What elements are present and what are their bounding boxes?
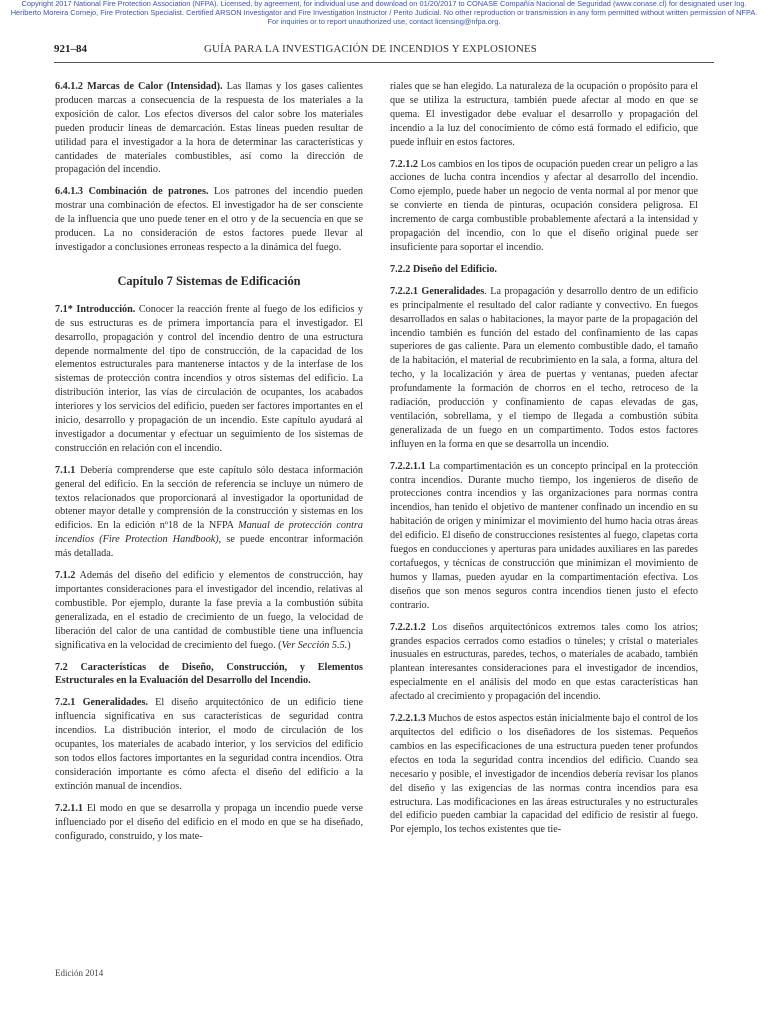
running-title: GUÍA PARA LA INVESTIGACIÓN DE INCENDIOS Y EXPLOSIONES: [204, 43, 538, 55]
paragraph: [390, 460, 698, 613]
paragraph-text: Además del diseño del edificio y elementos de construcción, hay importantes consideraciones para el investigador del incendio, relativas al combustible. Por ejemplo, durante la fase previa a la combustión súbita generalizada, en el estadio de crecimiento de un fuego, la velocidad de liberación del calor de una cantidad de combustible tiene una influencia significativa en la velocidad de crecimiento del fuego. (: [55, 570, 363, 651]
paragraph-text: Los patrones del incendio pueden mostrar una combinación de efectos. El investigador ha de ser consciente de la influencia que uno puede tener en el otro y de la secuencia en que se producen. La no consideración de estos factores puede llevar al investigador a conclusiones erroneas respecto a la dinámica del fuego.: [55, 186, 363, 253]
paragraph-text: ): [347, 639, 351, 651]
paragraph-text: Conocer la reacción frente al fuego de los edificios y de sus estructuras es de primera importancia para el investigador. El desarrollo, propagación y control del incendio dentro de una estructura depende normalmente del tipo de construcción, de la capacidad de los elementos estructurales para mantenerse intactos y de la interfase de los sistemas de protección contra incendios y otros sistemas del edificio. La distribución interior, las vías de circulación de ocupantes, los acabados interiores y los servicios del edificio, pueden ser factores importantes en el inicio, desarrollo y propagación de un incendio. Este capítulo ayudará al investigador a documentar y efectuar un seguimiento de los sistemas de construcción en relación con el incendio.: [55, 303, 363, 454]
paragraph-text: . La propagación y desarrollo dentro de un edificio es principalmente el resultado del calor radiante y convectivo. En fuegos desarrollados en salas o habitaciones, la mayor parte de la propagación del incendio también es función del estado del confinamiento de las capas superiores de gas caliente. Para un elemento combustible dado, el tamaño de la habitación, el material de recubrimiento en la sala, a forma, altura del techo, y la localización y área de puertas y ventanas, pueden afectar profundamente la formación de chorros en el techo, retroceso de la radiación, producción y confinamiento de capas elevadas de gas, ventilación, sobrellama, y el tiempo de llegada a combustión súbita generalizada de un fuego en un compartimento. Todos estos factores influyen en la forma en que se desarrolla un incendio.: [390, 285, 698, 450]
page-number: 921–84: [54, 43, 87, 55]
paragraph: [55, 464, 363, 561]
paragraph-text: Los diseños arquitectónicos extremos tales como los atrios; grandes espacios cerrados como estadios o túneles; y cristal o materiales inusuales en estructuras, paredes, techos, o materiales de acabado, también plantean interesantes consideraciones para el investigador de incendios, especialmente en el análisis del modo en que estas características han afectado al crecimiento y propagación del incendio.: [390, 621, 698, 703]
left-column: [55, 80, 363, 851]
section-heading: 7.2.2 Diseño del Edificio.: [390, 263, 497, 275]
section-heading: 7.2.2.1.3: [390, 713, 426, 725]
paragraph: [55, 80, 363, 177]
paragraph-text: riales que se han elegido. La naturaleza de la ocupación o propósito para el que se utiliza la estructura, también puede afectar al modo en que se quema. El investigador debe evaluar el desarrollo y propagación del incendio a la luz del conocimiento de cómo está formado el edificio, que puede influir en estos factores.: [390, 81, 698, 148]
paragraph: [390, 621, 698, 704]
section-heading: 7.1* Introducción.: [55, 303, 136, 315]
paragraph: [55, 303, 363, 456]
paragraph: [55, 802, 363, 844]
paragraph: [55, 696, 363, 793]
section-heading: 7.2.2.1.2: [390, 621, 426, 633]
copyright-notice: [0, 0, 768, 26]
paragraph-text: La compartimentación es un concepto principal en la protección contra incendios. Durante mucho tiempo, los ingenieros de diseño de protecciones contra incendios y las organizaciones para normas contra incendios, han tenido el objetivo de mantener confinado un incendio en su habitación de origen y minimizar el movimiento del humo hacia otras áreas del edificio. El diseño de construcciones resistentes al fuego, clapetas corta fuegos en conducciones y aperturas para unidades auxiliares en las paredes cortafuegos, y técnicas de construcción que minimizan el movimiento de humos y llamas, pueden ayudar en la compartimentación efectiva. Los diseños que son menos seguros contra incendios tienen justo el efecto contrario.: [390, 460, 698, 611]
section-heading: 7.2.1.1: [55, 802, 84, 814]
paragraph-text: El modo en que se desarrolla y propaga un incendio puede verse influenciado por el diseño del edificio en el modo en que se ha diseñado, configurado, construido, y los mate-: [55, 802, 363, 842]
chapter-title: Capítulo 7 Sistemas de Edificación: [117, 273, 301, 288]
page-header: [54, 42, 714, 63]
paragraph-text: Las llamas y los gases calientes producen marcas a consecuencia de la respuesta de los materiales a la exposición de calor. Los efectos diversos del calor sobre los materiales pueden producir líneas de demarcación. Estas líneas pueden resultar de utilidad para el investigador a la hora de determinar las características y cantidades de materiales combustibles, así como la dirección de propagación del incendio.: [55, 81, 363, 176]
section-heading: 7.1.1: [55, 464, 76, 476]
paragraph-text: El diseño arquitectónico de un edificio tiene influencia significativa en sus características de seguridad contra incendios. La distribución interior, el modo de circulación de los ocupantes, los materiales de acabado interior, y los servicios del edificio son todos ellos factores importantes en la seguridad contra incendios. Otra consideración importante es cómo afecta el diseño del edificio a la extinción manual de incendios.: [55, 697, 363, 792]
cross-reference: Ver Sección 5.5.: [281, 639, 348, 651]
section-heading: 7.2 Características de Diseño, Construcción, y Elementos Estructurales en la Evaluación del Desarrollo del Incendio.: [55, 661, 363, 687]
section-heading: 7.1.2: [55, 570, 76, 582]
section-heading: 7.2.2.1.1: [390, 460, 426, 472]
paragraph: [390, 80, 698, 150]
section-heading: 7.2.1 Generalidades.: [55, 697, 148, 709]
section-heading: 6.4.1.2 Marcas de Calor (Intensidad).: [55, 81, 223, 92]
paragraph-text: Debería comprenderse que este capítulo sólo destaca información general del edificio. En la sección de referencia se incluye un número de textos relacionados que proporcionará al investigador la oportunidad de obtener mayor detalle y comprensión de la construcción y sistemas en los edificios. En la edición nº18 de la NFPA: [55, 464, 363, 532]
copyright-line: Heriberto Moreira Cornejo, Fire Protection Specialist. Certified ARSON Investigator and Fire Investigation Instructor / Perito Judicial. No other reproduction or transmission in any form permitted without written permission of NFPA.: [10, 7, 758, 17]
paragraph-text: Muchos de estos aspectos están inicialmente bajo el control de los arquitectos del edificio o los diseñadores de los sistemas. Pequeños cambios en las especificaciones de una estructura pueden tener profundos efectos en toda la seguridad contra incendios del edificio. Cuando sea necesario y posible, el investigador de incendios debería revisar los planos del diseño y las exigencias de las normas contra incendios para esa estructura. Las modificaciones en las áreas estructurales y no estructurales del edificio pueden cambiar la capacidad del edificio de resistir al fuego. Por ejemplo, los techos existentes que tie-: [390, 713, 698, 836]
paragraph: [55, 185, 363, 255]
copyright-line: Copyright 2017 National Fire Protection Association (NFPA). Licensed, by agreement, for individual use and download on 01/20/2017 to CONASE Compañía Nacional de Seguridad (www.conase.cl) for designated user Ing.: [21, 0, 747, 8]
paragraph: [390, 285, 698, 452]
paragraph-text: Los cambios en los tipos de ocupación pueden crear un peligro a las acciones de lucha contra incendios y afectar al desarrollo del incendio. Como ejemplo, puede haber un negocio de venta normal al por menor que se convierte en tienda de pinturas, ocupación considera peligrosa. El incremento de carga combustible probablemente afectará a la intensidad y propagación del incendio, con lo que el diseño original puede ser insuficiente para soportar el incendio.: [390, 158, 698, 253]
section-heading: 7.2.2.1 Generalidades: [390, 285, 485, 297]
copyright-line: For inquiries or to report unauthorized use, contact licensing@nfpa.org.: [267, 16, 501, 26]
paragraph: [55, 569, 363, 652]
right-column: [390, 80, 698, 845]
footer-edition: Edición 2014: [55, 968, 104, 978]
section-heading: 7.2.1.2: [390, 158, 419, 170]
section-heading: 6.4.1.3 Combinación de patrones.: [55, 186, 209, 198]
paragraph: [390, 158, 698, 255]
paragraph-text: , se puede encontrar información más detallada.: [55, 534, 364, 560]
cited-title: Manual de protección contra incendios (Fire Protection Handbook): [55, 520, 363, 546]
paragraph: [390, 712, 698, 837]
